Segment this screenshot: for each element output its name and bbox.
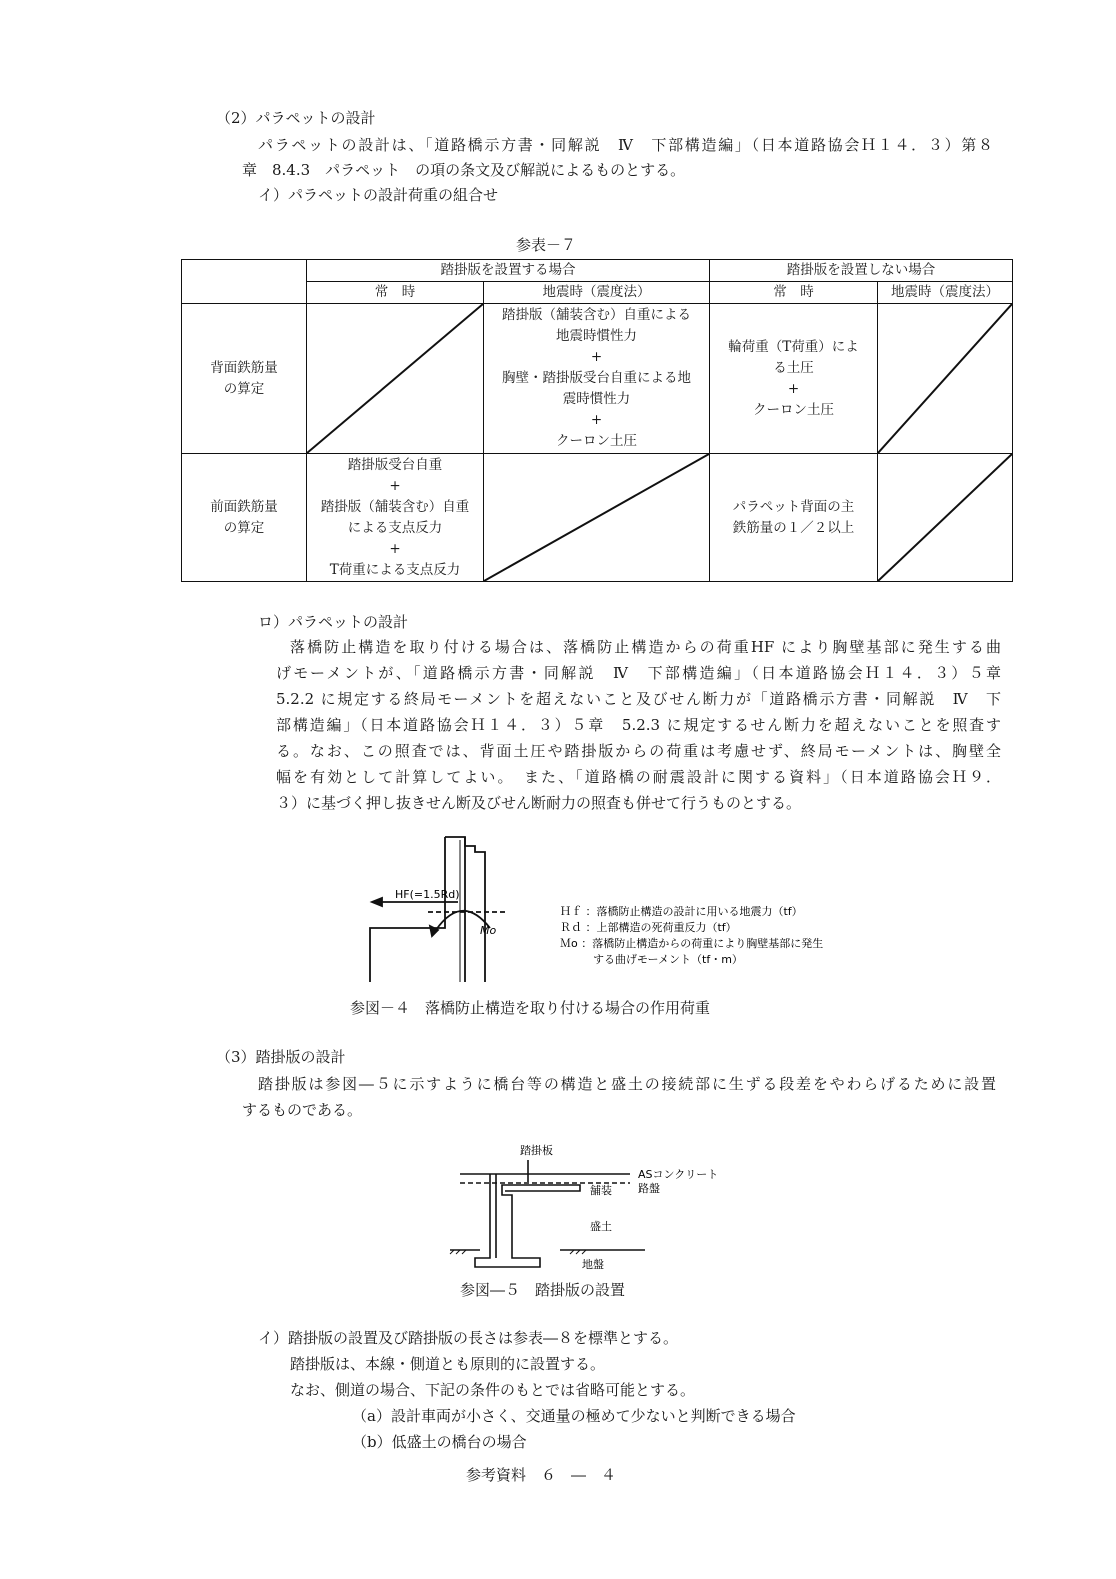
header-with-slab: 踏掛版を設置する場合 — [307, 260, 710, 282]
cell-line: 鉄筋量の１／２以上 — [732, 519, 855, 536]
cell-front-with-normal — [307, 454, 484, 582]
mo-label: Mo — [480, 924, 497, 937]
cell-line: 地震時慣性力 — [556, 328, 637, 344]
paragraph-line: 5.2.2 に規定する終局モーメントを超えないこと及びせん断力が「道路橋示方書・同解説 Ⅳ 下 — [276, 690, 1001, 708]
subsection-heading: イ）踏掛版の設置及び踏掛版の長さは参表―８を標準とする。 — [258, 1329, 679, 1347]
cell-line: 輪荷重（T荷重）によ — [728, 338, 859, 355]
approach-slab-diagram — [420, 1130, 730, 1275]
list-item: （b）低盛土の橋台の場合 — [352, 1433, 527, 1451]
figure-caption: 参図－４ 落橋防止構造を取り付ける場合の作用荷重 — [350, 999, 711, 1017]
cell-line: 震時慣性力 — [562, 391, 631, 407]
cell-line: 踏掛版受台自重 — [347, 456, 443, 473]
subsection-heading: ロ）パラペットの設計 — [258, 613, 409, 631]
header-normal: 常 時 — [307, 282, 484, 304]
paragraph-line: 幅を有効として計算してよい。 また、「道路橋の耐震設計に関する資料」（日本道路協会Ｈ９． — [276, 768, 1001, 786]
hf-label: HF(=1.5Rd) — [395, 888, 460, 901]
cell-line: 踏掛版（舗装含む）自重による — [502, 307, 691, 323]
empty-cell — [484, 454, 710, 582]
load-combination-table — [181, 259, 1013, 582]
pavement-label: 舗装 — [590, 1184, 612, 1197]
table-corner-cell — [182, 260, 307, 304]
paragraph-line: 踏掛版は、本線・側道とも原則的に設置する。 — [290, 1355, 606, 1373]
parapet-load-diagram — [310, 832, 890, 992]
cell-back-with-quake — [484, 304, 710, 454]
embankment-label: 盛土 — [590, 1220, 612, 1233]
header-quake: 地震時（震度法） — [878, 282, 1013, 304]
section-heading: （3）踏掛版の設計 — [216, 1048, 346, 1066]
legend-line: する曲げモーメント（tf・m） — [560, 953, 743, 966]
cell-line: + — [590, 412, 603, 428]
header-without-slab: 踏掛版を設置しない場合 — [710, 260, 1013, 282]
diagonal-slash-icon — [878, 454, 1012, 581]
empty-cell — [307, 304, 484, 454]
row-label-line: 背面鉄筋量 — [210, 359, 278, 376]
list-item: （a）設計車両が小さく、交通量の極めて少ないと判断できる場合 — [352, 1407, 796, 1425]
cell-line: T荷重による支点反力 — [329, 561, 461, 578]
paragraph-line: 部構造編」（日本道路協会Ｈ１４．３）５章 5.2.3 に規定するせん断力を超えないことを照査す — [276, 716, 1001, 734]
paragraph-line: 落橋防止構造を取り付ける場合は、落橋防止構造からの荷重HF により胸壁基部に発生する曲 — [290, 638, 1001, 656]
legend-line: Ｒｄ ：上部構造の死荷重反力（tf） — [560, 921, 737, 934]
figure-caption: 参図―５ 踏掛版の設置 — [460, 1281, 626, 1299]
row-label-line: 前面鉄筋量 — [210, 498, 278, 515]
slab-label: 踏掛板 — [520, 1144, 553, 1157]
row-label-line: の算定 — [223, 380, 265, 397]
subsection-heading: イ）パラペットの設計荷重の組合せ — [258, 186, 499, 204]
section-heading: （2）パラペットの設計 — [216, 109, 376, 127]
paragraph-line: る。なお、この照査では、背面土圧や踏掛版からの荷重は考慮せず、終局モーメントは、胸壁全 — [276, 742, 1001, 760]
cell-back-without-normal — [710, 304, 878, 454]
paragraph-line: ３）に基づく押し抜きせん断及びせん断耐力の照査も併せて行うものとする。 — [276, 794, 802, 812]
cell-line: クーロン土圧 — [556, 433, 637, 449]
cell-line: 踏掛版（舗装含む）自重 — [320, 498, 470, 515]
diagonal-slash-icon — [307, 304, 483, 453]
cell-line: による支点反力 — [347, 519, 443, 536]
diagonal-slash-icon — [484, 454, 709, 581]
empty-cell — [878, 454, 1013, 582]
cell-line: + — [787, 380, 800, 397]
paragraph-line: 踏掛版は参図―５に示すように橋台等の構造と盛土の接続部に生ずる段差をやわらげるために設置 — [258, 1075, 996, 1093]
legend-line: Ｍo ：落橋防止構造からの荷重により胸壁基部に発生 — [560, 937, 824, 950]
cell-front-without-normal — [710, 454, 878, 582]
cell-line: クーロン土圧 — [753, 401, 834, 418]
row-label-back-rebar — [182, 304, 307, 454]
as-concrete-label: ASコンクリート — [638, 1168, 719, 1181]
section-intro-line: パラペットの設計は、「道路橋示方書・同解説 Ⅳ 下部構造編」（日本道路協会Ｈ１４．３）第８ — [258, 136, 993, 154]
table-caption: 参表－７ — [516, 236, 577, 254]
cell-line: + — [389, 540, 401, 557]
row-label-front-rebar — [182, 454, 307, 582]
roadbed-label: 路盤 — [638, 1182, 660, 1195]
paragraph-line: なお、側道の場合、下記の条件のもとでは省略可能とする。 — [290, 1381, 696, 1399]
diagonal-slash-icon — [878, 304, 1012, 453]
cell-line: 胸壁・踏掛版受台自重による地 — [502, 370, 691, 386]
ground-label: 地盤 — [582, 1258, 604, 1271]
legend-line: Ｈｆ ：落橋防止構造の設計に用いる地震力（tf） — [560, 905, 803, 918]
paragraph-line: げモーメントが、「道路橋示方書・同解説 Ⅳ 下部構造編」（日本道路協会Ｈ１４．３）５章 — [276, 664, 1001, 682]
header-quake: 地震時（震度法） — [484, 282, 710, 304]
cell-line: + — [389, 477, 401, 494]
row-label-line: の算定 — [223, 519, 265, 536]
cell-line: パラペット背面の主 — [732, 498, 855, 515]
cell-line: る土圧 — [773, 359, 814, 376]
page-number: 参考資料 ６ ― ４ — [466, 1466, 617, 1484]
section-intro-line: 章 8.4.3 パラペット の項の条文及び解説によるものとする。 — [242, 161, 686, 179]
empty-cell — [878, 304, 1013, 454]
header-normal: 常 時 — [710, 282, 878, 304]
paragraph-line: するものである。 — [242, 1101, 363, 1119]
cell-line: + — [590, 349, 603, 365]
